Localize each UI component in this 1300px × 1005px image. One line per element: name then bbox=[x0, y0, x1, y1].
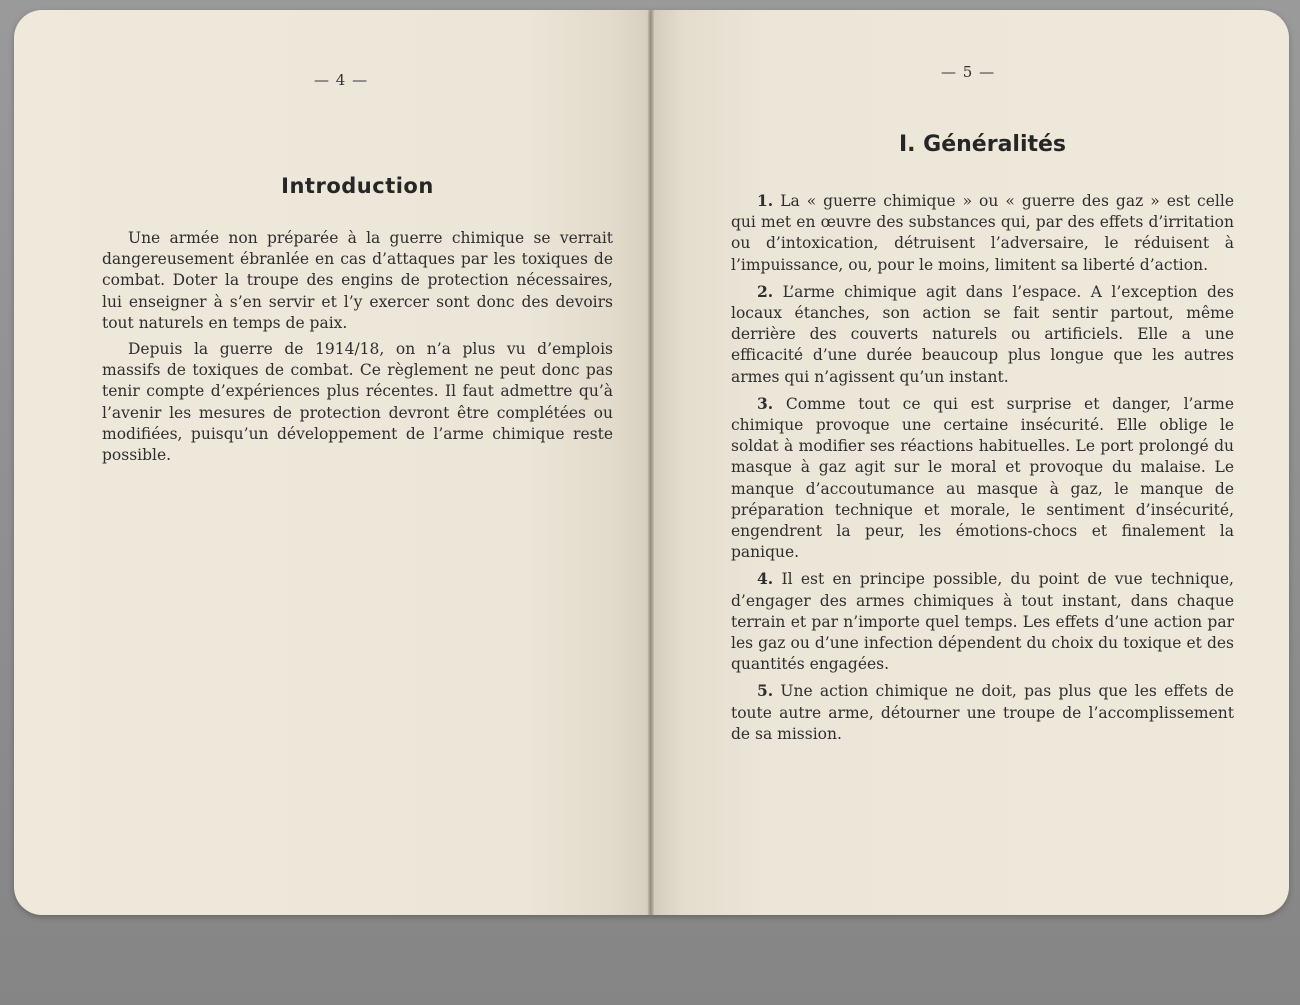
generalites-text bbox=[731, 190, 1234, 750]
intro-paragraph-1: Une armée non préparée à la guerre chimique se verrait dangereusement ébranlée en cas d’attaques par les toxiques de combat. Doter la troupe des engins de protection nécessaires, lui enseigner à s’en servir et l’y exercer sont donc des devoirs tout naturels en temps de paix. bbox=[102, 229, 613, 332]
introduction-text bbox=[102, 228, 613, 471]
paragraph-text: La « guerre chimique » ou « guerre des gaz » est celle qui met en œuvre des substances qui, par des effets d’irritation ou d’intoxication, détruisent l’adversaire, le réduisent à l’impuissance, ou, pour le moins, limitent sa liberté d’action. bbox=[731, 192, 1234, 274]
open-booklet bbox=[14, 10, 1289, 915]
numbered-paragraph-4 bbox=[731, 568, 1234, 675]
paragraph-text: Une action chimique ne doit, pas plus que les effets de toute autre arme, détourner une troupe de l’accomplissement de sa mission. bbox=[731, 682, 1234, 743]
paragraph-number: 3. bbox=[757, 393, 774, 413]
paragraph-number: 2. bbox=[757, 281, 774, 301]
numbered-paragraph-3 bbox=[731, 393, 1234, 564]
paragraph-text: Comme tout ce qui est surprise et danger, l’arme chimique provoque une certaine insécurité. Elle oblige le soldat à modifier ses réactions habituelles. Le port prolongé du masque à gaz agit sur le moral et provoque du malaise. Le manque d’accoutumance au masque à gaz, le manque de préparation technique et morale, le sentiment d’insécurité, engendrent la peur, les émotions-chocs et finalement la panique. bbox=[731, 394, 1234, 562]
right-page bbox=[651, 10, 1289, 915]
numbered-paragraph-1 bbox=[731, 190, 1234, 276]
paragraph-number: 4. bbox=[757, 569, 774, 589]
paragraph-number: 5. bbox=[757, 681, 774, 701]
numbered-paragraph-2 bbox=[731, 281, 1234, 388]
page-number-right: — 5 — bbox=[941, 63, 996, 81]
book-gutter bbox=[648, 10, 654, 915]
generalites-heading: I. Généralités bbox=[898, 132, 1067, 157]
page-number-left: — 4 — bbox=[314, 71, 369, 89]
numbered-paragraph-5 bbox=[731, 680, 1234, 745]
introduction-heading: Introduction bbox=[281, 174, 434, 198]
left-page bbox=[14, 10, 651, 915]
paragraph-number: 1. bbox=[757, 191, 774, 210]
paragraph-text: L’arme chimique agit dans l’espace. A l’exception des locaux étanches, son action se fait sentir partout, même derrière des couverts naturels ou artificiels. Elle a une efficacité d’une durée beaucoup plus longue que les autres armes qui n’agissent qu’un instant. bbox=[731, 282, 1234, 386]
paragraph-text: Il est en principe possible, du point de vue technique, d’engager des armes chimiques à tout instant, dans chaque terrain et par n’importe quel temps. Les effets d’une action par les gaz ou d’une infection dépendent du choix du toxique et des quantités engagées. bbox=[731, 570, 1234, 674]
intro-paragraph-2: Depuis la guerre de 1914/18, on n’a plus vu d’emplois massifs de toxiques de combat. Ce règlement ne peut donc pas tenir compte d’expériences plus récentes. Il faut admettre qu’à l’avenir les mesures de protection devront être complétées ou modifiées, puisqu’un développement de l’arme chimique reste possible. bbox=[102, 340, 613, 465]
